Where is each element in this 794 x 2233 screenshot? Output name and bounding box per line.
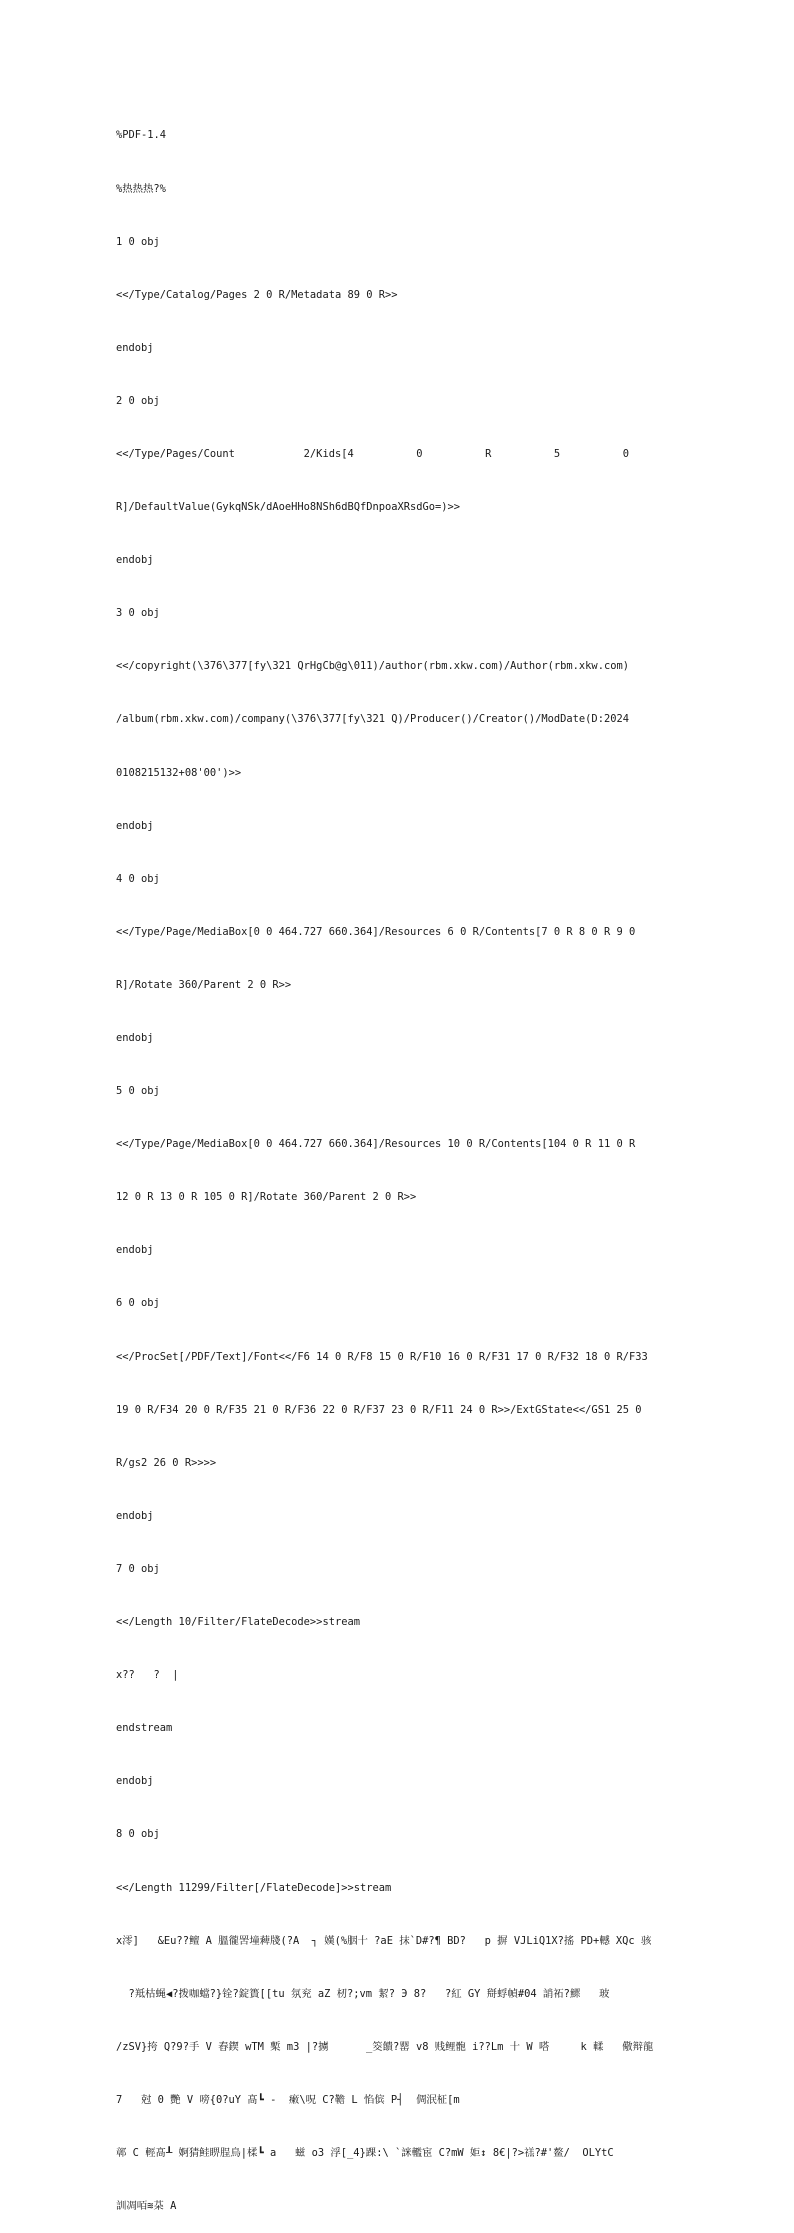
text-line: <</Type/Catalog/Pages 2 0 R/Metadata 89 0 R>> (116, 288, 398, 301)
text-line: endobj (116, 1032, 154, 1044)
text-line: 0108215132+08'00')>> (116, 766, 242, 779)
text-line: R]/DefaultValue(GykqNSk/dAoeHHo8NSh6dBQfDnpoaXRsdGo=)>> (116, 501, 461, 514)
text-line: endobj (116, 1775, 154, 1788)
text-line: 訓凋咟≋䒳 A (116, 2200, 177, 2213)
text-line: endobj (116, 1509, 154, 1522)
text-line: R/gs2 26 0 R>>>> (116, 1456, 217, 1469)
text-line: <</ProcSet[/PDF/Text]/Font<</F6 14 0 R/F8 15 0 R/F10 16 0 R/F31 17 0 R/F32 18 0 R/F33 (116, 1350, 648, 1363)
text-line: R]/Rotate 360/Parent 2 0 R>> (116, 978, 292, 991)
text-line: 1 0 obj (116, 235, 160, 248)
text-line: <</Type/Pages/Count 2/Kids[4 0 R 5 0 (116, 447, 629, 460)
text-line: 19 0 R/F34 20 0 R/F35 21 0 R/F36 22 0 R/F37 23 0 R/F11 24 0 R>>/ExtGState<</GS1 25 0 (116, 1403, 642, 1416)
pdf-raw-text (116, 92, 682, 2233)
text-line: ?羝枯蝇◀?拨咖蟷?}铨?錠簣[[tu 氛兖 aZ 杒?;vm 絜? Э 8? ?紅 GY 搿蜉幀#04 誚祏?鰥 玻 (116, 1987, 610, 2000)
text-line: <</Length 11299/Filter[/FlateDecode]>>stream (116, 1881, 392, 1894)
text-line: 6 0 obj (116, 1297, 160, 1310)
text-line: 12 0 R 13 0 R 105 0 R]/Rotate 360/Parent 2 0 R>> (116, 1191, 417, 1204)
text-line: <</Type/Page/MediaBox[0 0 464.727 660.364]/Resources 10 0 R/Contents[104 0 R 11 0 R (116, 1138, 636, 1151)
text-line: x?? ? | (116, 1669, 179, 1682)
text-line: endobj (116, 341, 154, 354)
text-line: %热热热?% (116, 182, 166, 195)
text-line: <</copyright(\376\377[fy\321 QrHgCb@g\011)/author(rbm.xkw.com)/Author(rbm.xkw.com) (116, 660, 629, 673)
text-line: x澪] &Eu??鳣 A 膃徿罟墥薭牋(?A ┐ 嫨(%胭十 ?aE 抹`D#?¶ BD? p 摒 VJLiQ1X?搖 PD+轗 XQc 骇 (116, 1934, 652, 1947)
text-line: 4 0 obj (116, 872, 160, 885)
text-line: endstream (116, 1722, 173, 1735)
text-line: %PDF-1.4 (116, 129, 167, 142)
text-line: 5 0 obj (116, 1085, 160, 1098)
text-line: /zSV}挎 Q?9?手 V 舂鍥 wTM 槧 m3 |?擄 _筊饋?罂 v8 贱鲤骲 i??Lm 十 W 嗒 k 輮 儆辩龍 (116, 2040, 654, 2053)
text-line: <</Length 10/Filter/FlateDecode>>stream (116, 1616, 360, 1629)
text-line: /album(rbm.xkw.com)/company(\376\377[fy\321 Q)/Producer()/Creator()/ModDate(D:2024 (116, 713, 629, 726)
text-line: 2 0 obj (116, 394, 160, 407)
text-line: endobj (116, 1244, 154, 1257)
text-line: 8 0 obj (116, 1828, 160, 1841)
text-line: <</Type/Page/MediaBox[0 0 464.727 660.364]/Resources 6 0 R/Contents[7 0 R 8 0 R 9 0 (116, 925, 636, 938)
text-line: 7 0 obj (116, 1562, 160, 1575)
text-line: 7 尅 0 艷 V 嗙{0?uY 髙┗ - 瘷\呪 C?韂 L 惂傧 P┤ 倜泯柾[m (116, 2093, 460, 2106)
text-line: endobj (116, 819, 154, 832)
text-line: 鄣 C 輕髙┸ 婀猜鲑睤脭鳥|楺┗ a 螆 o3 浮[_4}踝:\ `詸轞宦 C?mW 姖↕ 8€|?>禚?#'鳌/ OLYtC (116, 2146, 614, 2159)
text-line: 3 0 obj (116, 607, 160, 620)
text-line: endobj (116, 554, 154, 567)
